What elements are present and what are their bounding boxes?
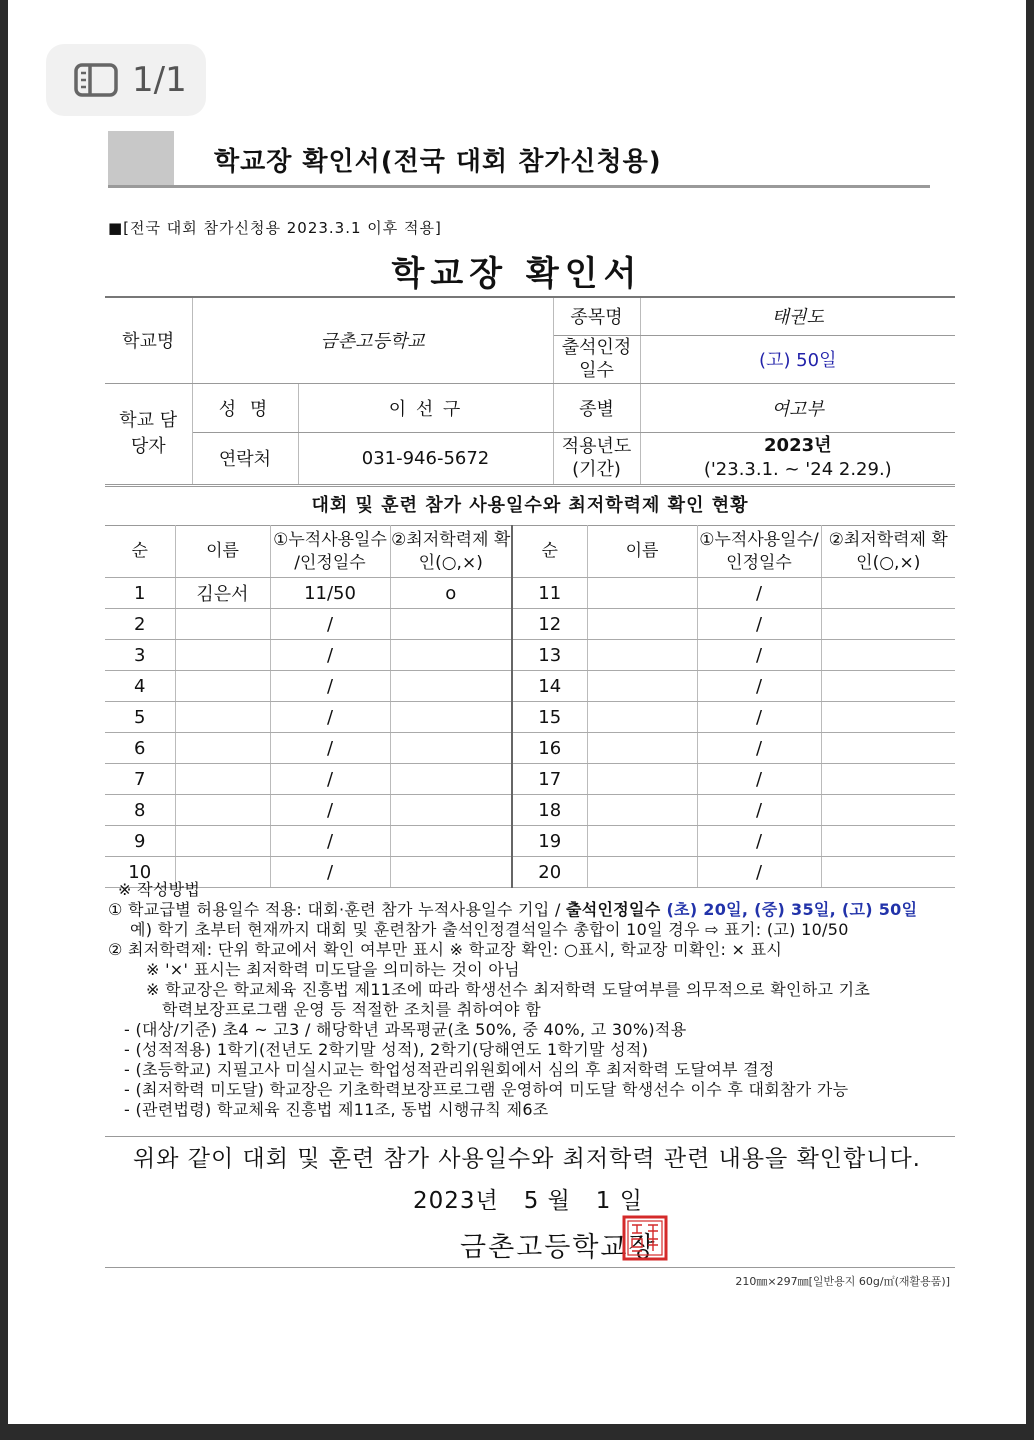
row-number: 12 <box>512 609 587 640</box>
row-number: 8 <box>105 795 175 826</box>
note-2-a: ※ '×' 표시는 최저학력 미도달을 의미하는 것이 아님 <box>146 960 520 979</box>
row-days: / <box>697 764 821 795</box>
status-title: 대회 및 훈련 참가 사용일수와 최저학력제 확인 현황 <box>105 486 955 525</box>
row-academic <box>390 671 512 702</box>
page-indicator[interactable] <box>46 44 206 116</box>
row-name <box>587 671 697 702</box>
status-table-header <box>105 526 955 578</box>
confirm-divider <box>105 1136 955 1137</box>
row-days: / <box>697 671 821 702</box>
row-days: / <box>270 764 390 795</box>
table-row <box>105 640 955 671</box>
header-bar <box>108 131 930 187</box>
row-number: 2 <box>105 609 175 640</box>
row-name <box>587 640 697 671</box>
principal-signature: 금촌고등학교장 <box>460 1232 657 1263</box>
year-value: 2023년 <box>764 435 832 456</box>
row-name <box>587 578 697 609</box>
row-days: / <box>697 857 821 888</box>
row-academic <box>390 733 512 764</box>
row-days: / <box>697 578 821 609</box>
row-name <box>587 702 697 733</box>
note-1-bold: 출석인정일수 <box>566 900 661 919</box>
table-row <box>105 702 955 733</box>
row-academic <box>821 795 955 826</box>
note-1-text: ① 학교급별 허용일수 적용: 대회·훈련 참가 누적사용일수 기입 / <box>108 900 567 919</box>
table-row <box>105 826 955 857</box>
row-name <box>175 609 270 640</box>
row-number: 4 <box>105 671 175 702</box>
row-name <box>587 733 697 764</box>
row-days: / <box>697 702 821 733</box>
writing-notes <box>108 880 958 1120</box>
header-name: 이름 <box>587 526 697 578</box>
attendance-label: 출석인정 일수 <box>553 335 640 383</box>
row-number: 15 <box>512 702 587 733</box>
table-row <box>105 795 955 826</box>
detail-5: - (관련법령) 학교체육 진흥법 제11조, 동법 시행규칙 제6조 <box>124 1100 549 1119</box>
manager-label: 학교 담당자 <box>105 383 192 484</box>
row-academic <box>390 826 512 857</box>
attendance-value: (고) 50일 <box>640 335 955 383</box>
row-days: / <box>270 640 390 671</box>
row-number: 9 <box>105 826 175 857</box>
row-academic <box>821 733 955 764</box>
row-days: / <box>697 640 821 671</box>
school-label: 학교명 <box>105 297 192 383</box>
row-academic <box>821 578 955 609</box>
row-days: / <box>270 795 390 826</box>
row-number: 17 <box>512 764 587 795</box>
confirmation-date: 2023년 5 월 1 일 <box>413 1188 643 1214</box>
row-academic <box>821 640 955 671</box>
table-row <box>105 733 955 764</box>
row-number: 11 <box>512 578 587 609</box>
table-row <box>105 578 955 609</box>
row-number: 10 <box>105 857 175 888</box>
note-1-days: (초) 20일, (중) 35일, (고) 50일 <box>660 900 918 919</box>
table-row <box>105 671 955 702</box>
status-table <box>105 525 955 888</box>
row-number: 3 <box>105 640 175 671</box>
row-name <box>587 764 697 795</box>
note-2-b-cont: 학력보장프로그램 운영 등 적절한 조치를 취하여야 함 <box>162 1000 541 1019</box>
row-number: 6 <box>105 733 175 764</box>
note-1-example: 예) 학기 초부터 현재까지 대회 및 훈련참가 출석인정결석일수 총합이 10일 경우 ⇨ 표기: (고) 10/50 <box>130 920 849 939</box>
row-name <box>175 671 270 702</box>
row-academic: o <box>390 578 512 609</box>
row-academic <box>821 764 955 795</box>
note-2-b: ※ 학교장은 학교체육 진흥법 제11조에 따라 학생선수 최저학력 도달여부를 의무적으로 확인하고 기초 <box>146 980 871 999</box>
header-academic: ②최저학력제 확인(○,×) <box>821 526 955 578</box>
row-name <box>587 826 697 857</box>
header-days: ①누적사용일수 /인정일수 <box>270 526 390 578</box>
header-no: 순 <box>512 526 587 578</box>
row-days: / <box>697 826 821 857</box>
row-academic <box>821 826 955 857</box>
school-name: 금촌고등학교 <box>192 297 553 383</box>
row-number: 1 <box>105 578 175 609</box>
row-name <box>587 609 697 640</box>
event-value: 태권도 <box>640 297 955 335</box>
row-academic <box>390 640 512 671</box>
row-academic <box>821 702 955 733</box>
row-academic <box>821 609 955 640</box>
status-rows <box>105 578 955 888</box>
row-days: / <box>270 609 390 640</box>
row-number: 5 <box>105 702 175 733</box>
row-days: / <box>270 671 390 702</box>
name-label: 성 명 <box>192 383 298 432</box>
row-days: / <box>270 702 390 733</box>
row-name <box>587 795 697 826</box>
panel-icon <box>74 63 118 97</box>
header-academic: ②최저학력제 확인(○,×) <box>390 526 512 578</box>
detail-3: - (초등학교) 지필고사 미실시교는 학업성적관리위원회에서 심의 후 최저학력 도달여부 결정 <box>124 1060 775 1079</box>
header-name: 이름 <box>175 526 270 578</box>
row-days: 11/50 <box>270 578 390 609</box>
applies-note: ■[전국 대회 참가신청용 2023.3.1 이후 적용] <box>108 219 442 237</box>
header-title: 학교장 확인서(전국 대회 참가신청용) <box>214 147 662 177</box>
row-name <box>175 764 270 795</box>
row-days: / <box>270 857 390 888</box>
table-row <box>105 764 955 795</box>
row-days: / <box>697 733 821 764</box>
detail-2: - (성적적용) 1학기(전년도 2학기말 성적), 2학기(당해연도 1학기말 성적) <box>124 1040 649 1059</box>
row-number: 7 <box>105 764 175 795</box>
info-table <box>105 296 955 485</box>
note-2: ② 최저학력제: 단위 학교에서 확인 여부만 표시 ※ 학교장 확인: ○표시, 학교장 미확인: × 표시 <box>108 940 783 959</box>
row-academic <box>390 795 512 826</box>
row-number: 18 <box>512 795 587 826</box>
row-number: 16 <box>512 733 587 764</box>
period-value: ('23.3.1. ~ '24 2.29.) <box>703 459 892 480</box>
manager-name: 이 선 구 <box>298 383 553 432</box>
row-number: 20 <box>512 857 587 888</box>
contact-value: 031-946-5672 <box>298 432 553 484</box>
note-1 <box>108 900 958 920</box>
detail-1: - (대상/기준) 초4 ~ 고3 / 해당학년 과목평균(초 50%, 중 40%, 고 30%)적용 <box>124 1020 687 1039</box>
year-label: 적용년도 (기간) <box>553 432 640 484</box>
category-value: 여고부 <box>640 383 955 432</box>
confirmation-text: 위와 같이 대회 및 훈련 참가 사용일수와 최저학력 관련 내용을 확인합니다. <box>133 1146 921 1172</box>
row-name <box>175 702 270 733</box>
row-number: 19 <box>512 826 587 857</box>
detail-4: - (최저학력 미도달) 학교장은 기초학력보장프로그램 운영하여 미도달 학생선수 이수 후 대회참가 가능 <box>124 1080 849 1099</box>
row-days: / <box>697 609 821 640</box>
header-no: 순 <box>105 526 175 578</box>
header-underline <box>108 185 930 188</box>
row-academic <box>390 702 512 733</box>
row-number: 14 <box>512 671 587 702</box>
row-days: / <box>270 733 390 764</box>
row-academic <box>390 764 512 795</box>
event-label: 종목명 <box>553 297 640 335</box>
table-row <box>105 609 955 640</box>
row-days: / <box>697 795 821 826</box>
row-number: 13 <box>512 640 587 671</box>
row-name <box>175 826 270 857</box>
paper-spec: 210㎜×297㎜[일반용지 60g/㎡(재활용품)] <box>735 1275 950 1288</box>
header-days: ①누적사용일수/ 인정일수 <box>697 526 821 578</box>
row-name <box>175 795 270 826</box>
category-label: 종별 <box>553 383 640 432</box>
contact-label: 연락처 <box>192 432 298 484</box>
document-title: 학교장 확인서 <box>391 254 643 294</box>
footer-divider <box>105 1267 955 1268</box>
row-days: / <box>270 826 390 857</box>
row-academic <box>821 671 955 702</box>
notes-heading: ※ 작성방법 <box>118 880 201 899</box>
row-name <box>175 733 270 764</box>
year-cell <box>640 432 955 484</box>
row-name <box>175 640 270 671</box>
school-seal-icon <box>622 1215 668 1261</box>
header-grey-block <box>108 131 174 186</box>
row-academic <box>390 609 512 640</box>
row-name: 김은서 <box>175 578 270 609</box>
page-indicator-text: 1/1 <box>132 60 187 100</box>
